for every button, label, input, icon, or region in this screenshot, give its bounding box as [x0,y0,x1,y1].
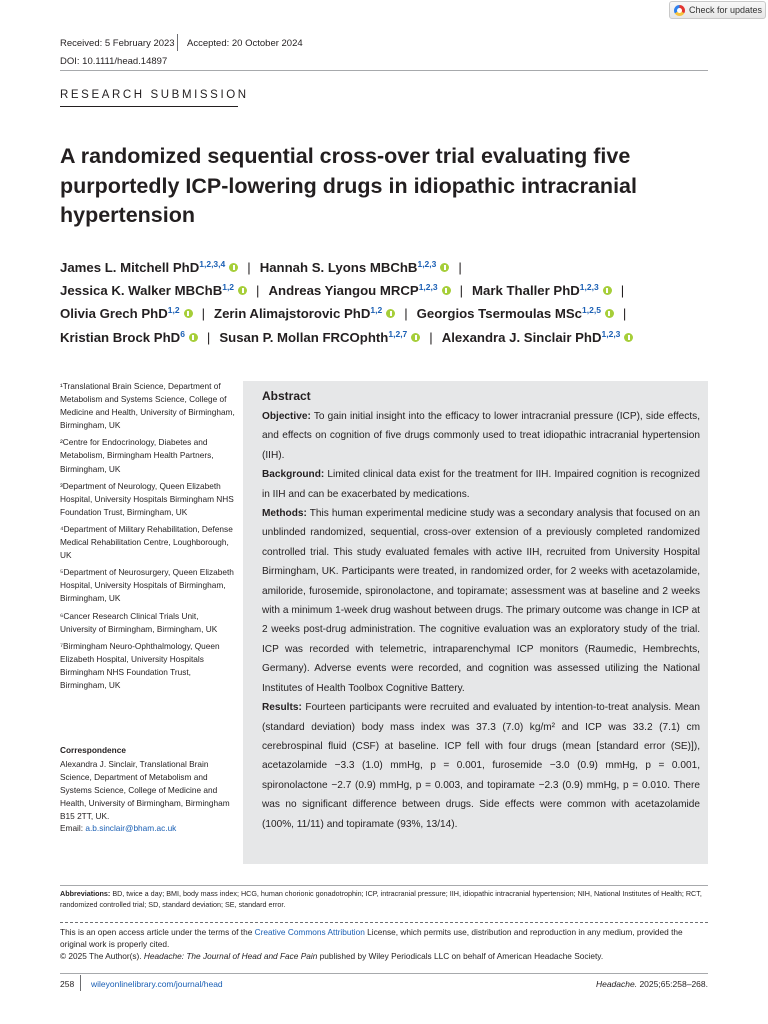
author-item: Hannah S. Lyons MBChB$^{1,2,3}$ [260,260,450,275]
affiliation-item: ⁶Cancer Research Clinical Trials Unit, University of Birmingham, Birmingham, UK [60,610,218,634]
orcid-icon[interactable] [605,309,614,318]
affiliation-marker[interactable]: 1,2,3 [601,328,621,339]
abstract-box [243,381,708,864]
orcid-icon[interactable] [184,309,193,318]
check-for-updates-button[interactable] [669,1,766,19]
author-item: James L. Mitchell PhD$^{1,2,3,4}$ [60,260,238,275]
author-separator: | [622,306,627,322]
author-item: Susan P. Mollan FRCOphth$^{1,2,7}$ [219,330,420,345]
license-notice [60,926,710,962]
affiliation-list [60,380,235,696]
author-separator: | [247,260,251,275]
author-separator: | [458,260,462,275]
affiliation-marker[interactable]: 1,2,3 [579,282,599,293]
abbreviations-footnote: Abbreviations: BD, twice a day; BMI, body mass index; HCG, human chorionic gonadotrophin; ICP, intracranial pressure; IIH, idiopathic intracranial hypertension; NIH, National Institutes of Health; RCT, randomized controlled trial; SD, standard deviation; SE, standard error. [60,889,702,910]
author-item: Georgios Tsermoulas MSc$^{1,2,5}$ [417,306,614,321]
author-item: Mark Thaller PhD$^{1,2,3}$ [472,283,612,298]
affiliation-marker[interactable]: 1,2 [167,305,180,316]
page-number: 258 [60,979,75,989]
author-separator: | [459,283,464,299]
orcid-icon[interactable] [624,333,633,342]
check-for-updates-label: Check for updates [689,5,763,15]
author-separator: | [256,283,260,299]
journal-site-link[interactable]: wileyonlinelibrary.com/journal/head [91,979,223,989]
orcid-icon[interactable] [229,263,238,272]
orcid-icon[interactable] [440,263,449,272]
crossmark-icon [674,5,685,16]
orcid-icon[interactable] [442,286,451,295]
author-item: Andreas Yiangou MRCP$^{1,2,3}$ [268,283,450,298]
received-date: Received: 5 February 2023 [60,38,175,49]
affiliation-marker[interactable]: 1,2 [370,305,383,316]
doi: DOI: 10.1111/head.14897 [60,56,168,67]
author-separator: | [620,283,625,299]
affiliation-item: ³Department of Neurology, Queen Elizabeth Hospital, University Hospitals Birmingham NHS Foundation Trust, Birmingham, UK [60,480,234,517]
author-separator: | [404,306,408,322]
affiliation-marker[interactable]: 1,2,7 [388,328,408,339]
abstract-background: Background: Limited clinical data exist for the treatment for IIH. Impaired cognition is recognized in IIH and can be exacerbated by medications. [262,469,700,500]
accepted-date: Accepted: 20 October 2024 [187,38,303,49]
author-item: Zerin Alimajstorovic PhD$^{1,2}$ [214,306,395,321]
abstract-methods: Methods: This human experimental medicine study was a secondary analysis that focused on an unblinded randomized, sequential, cross-over extension of a previously completed randomized controlled trial. This study evaluated females with active IIH, recruited from University Hospital Birmingham, UK. Participants were treated, in randomized order, for 2 weeks with acetazolamide, amiloride, furosemide, spironolactone, and topiramate; assessment was at baseline and 2 weeks with a minimum 1-week drug washout between drugs. The primary outcome was change in ICP at 2 weeks post-drug administration. The cognitive evaluation was an exploratory study of the trial. ICP was recorded with telemetric, intraparenchymal ICP monitors (Raumedic, Hembrechts, Germany). Adverse events were recorded, and cognition was assessed utilizing the National Institutes of Health Toolbox Cognitive Battery. [262,508,700,694]
affiliation-item: ²Centre for Endocrinology, Diabetes and Metabolism, Birmingham Health Partners, Birmingham, UK [60,437,214,474]
section-rule [60,106,238,107]
affiliation-marker[interactable]: 6 [180,328,185,339]
orcid-icon[interactable] [411,333,420,342]
correspondence-email-line: Email: a.b.sinclair@bham.ac.uk [60,823,177,834]
affiliation-item: ⁵Department of Neurosurgery, Queen Elizabeth Hospital, University Hospitals of Birmingham, Birmingham, UK [60,567,234,604]
author-separator: | [429,329,433,345]
author-list [60,256,720,349]
journal-citation: Headache. 2025;65:258–268. [595,979,708,989]
article-title: A randomized sequential cross-over trial evaluating five purportedly ICP-lowering drugs in idiopathic intracranial hypertension [60,144,637,227]
affiliation-item: ⁴Department of Military Rehabilitation, Defense Medical Rehabilitation Centre, Loughborough, UK [60,523,233,561]
author-separator: | [206,329,211,345]
affiliation-marker[interactable]: 1,2 [222,282,235,293]
affiliation-item: ¹Translational Brain Science, Department of Metabolism and Systems Science, College of Medicine and Health, University of Birmingham, Birmingham, UK [60,381,235,431]
affiliation-marker[interactable]: 1,2,3 [417,259,437,269]
abstract-results: Results: Fourteen participants were recruited and evaluated by intention-to-treat analysis. Mean (standard deviation) body mass index was 37.3 (7.0) kg/m² and ICP was 33.2 (7.1) cm cerebrospinal fluid (CSF) at baseline. ICP fell with four drugs (mean [standard error (SE)]), acetazolamide −3.3 (1.0) mmHg, p = 0.001, furosemide −3.0 (0.9) mmHg, p = 0.001, spironolactone −2.7 (0.9) mmHg, p = 0.003, and topiramate −2.3 (0.9) mmHg, p = 0.010. There was no significant difference between drugs. Side effects were common with acetazolamide (100%, 11/11) and topiramate (93%, 13/14). [262,702,700,830]
author-separator: | [201,306,206,322]
footnote-rule [60,885,708,886]
abstract-heading: Abstract [262,389,311,403]
license-divider [60,922,708,923]
license-text: This is an open access article under the terms of the Creative Commons Attribution License, which permits use, distribution and reproduction in any medium, provided the original work is properly cited. [60,927,683,950]
orcid-icon[interactable] [189,333,198,342]
affiliation-marker[interactable]: 1,2,3 [418,282,438,293]
section-label: RESEARCH SUBMISSION [60,89,249,101]
meta-rule [60,70,708,71]
email-link[interactable]: a.b.sinclair@bham.ac.uk [85,823,177,834]
author-item: Jessica K. Walker MBChB$^{1,2}$ [60,283,247,298]
meta-divider [177,34,178,51]
creative-commons-link[interactable]: Creative Commons Attribution [254,927,365,937]
correspondence-heading: Correspondence [60,745,126,755]
author-item: Kristian Brock PhD$^6$ [60,330,198,345]
orcid-icon[interactable] [238,286,247,295]
affiliation-marker[interactable]: 1,2,5 [582,305,601,316]
footer-rule [60,973,708,974]
affiliation-marker[interactable]: 1,2,3,4 [199,259,226,269]
correspondence [60,744,235,835]
orcid-icon[interactable] [603,286,612,295]
author-item: Alexandra J. Sinclair PhD$^{1,2,3}$ [442,330,634,345]
orcid-icon[interactable] [386,309,395,318]
affiliation-item: ⁷Birmingham Neuro-Ophthalmology, Queen Elizabeth Hospital, University Hospitals Birmingham NHS Foundation Trust, Birmingham, UK [60,640,220,690]
correspondence-text: Alexandra J. Sinclair, Translational Brain Science, Department of Metabolism and Systems Science, College of Medicine and Health, University of Birmingham, Birmingham B15 2TT, UK. [60,758,230,821]
abstract-objective: Objective: To gain initial insight into the efficacy to lower intracranial pressure (ICP), side effects, and effects on cognition of five drugs commonly used to treat idiopathic intracranial hypertension (IIH). [262,411,700,461]
author-item: Olivia Grech PhD$^{1,2}$ [60,306,193,321]
copyright-line: © 2025 The Author(s). Headache: The Journal of Head and Face Pain published by Wiley Periodicals LLC on behalf of American Headache Society. [60,951,604,962]
footer-divider [80,975,81,991]
